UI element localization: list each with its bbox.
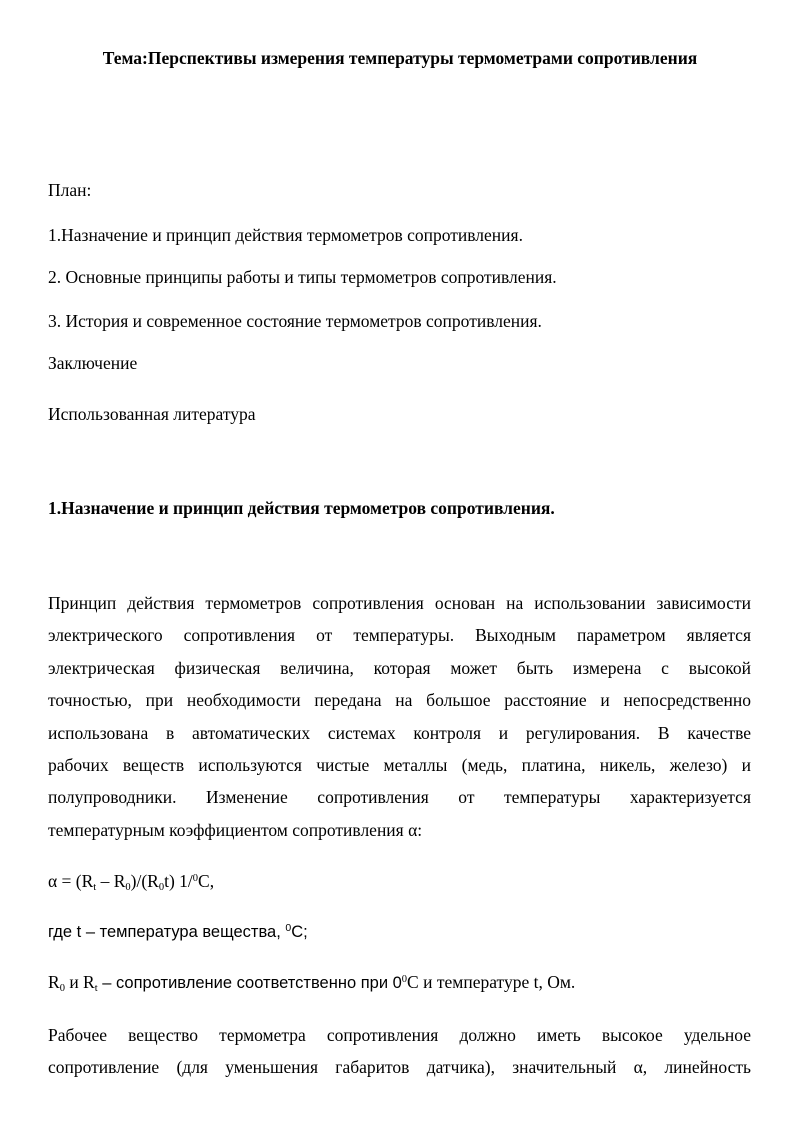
r-text: – сопротивление соответственно при 0 [97,974,402,992]
formula-part: )/(R [130,871,159,891]
paragraph-line: Рабочее вещество термометра сопротивления должно иметь высокое удельное [48,1025,751,1045]
document-title: Тема:Перспективы измерения температуры термометрами сопротивления [102,48,698,68]
plan-item-conclusion: Заключение [48,353,138,373]
subscript: 0 [125,882,131,893]
subscript: 0 [59,983,65,994]
plan-item-2: 2. Основные принципы работы и типы термометров сопротивления. [48,267,557,287]
formula-part: C, [198,871,215,891]
r-text: и R [64,972,95,992]
subscript: t [94,983,98,994]
superscript: 0 [192,873,199,884]
paragraph-line: использована в автоматических системах контроля и регулирования. В качестве [48,722,751,743]
formula-part: – R [96,871,126,891]
formula-part: = (R [57,871,94,891]
subscript: 0 [158,882,165,893]
where-text: где t – температура вещества, [48,923,286,941]
alpha-symbol: α [48,871,58,891]
plan-item-1: 1.Назначение и принцип действия термометров сопротивления. [48,225,523,245]
r-text: C и температуре t, Ом. [407,972,576,992]
r-symbol: R [48,972,60,992]
superscript: 0 [401,974,408,985]
formula-alpha [48,871,214,893]
plan-label: План: [48,180,92,200]
subscript: t [93,882,97,893]
paragraph-line: электрического сопротивления от температуры. Выходным параметром является [48,625,751,646]
paragraph-line: полупроводники. Изменение сопротивления от температуры характеризуется [48,787,751,808]
plan-item-literature: Использованная литература [48,404,256,424]
paragraph-line: рабочих веществ используются чистые металлы (медь, платина, никель, железо) и [48,754,751,775]
paragraph-line: сопротивление (для уменьшения габаритов датчика), значительный α, линейность [48,1057,751,1078]
where-unit: C; [291,923,308,941]
formula-part: t) 1/ [164,871,193,891]
resistance-definition-line [48,972,575,994]
section-1-heading: 1.Назначение и принцип действия термометров сопротивления. [48,498,555,518]
section-1-paragraph-1 [48,591,751,850]
paragraph-line: Принцип действия термометров сопротивления основан на использовании зависимости [48,593,751,613]
paragraph-line: температурным коэффициентом сопротивления α: [48,819,423,840]
section-1-paragraph-2 [48,1023,751,1088]
formula-where-line [48,922,308,942]
paragraph-line: электрическая физическая величина, которая может быть измерена с высокой [48,657,751,678]
paragraph-line: точностью, при необходимости передана на большое расстояние и непосредственно [48,690,751,711]
superscript: 0 [285,922,292,934]
plan-item-3: 3. История и современное состояние термометров сопротивления. [48,311,542,331]
